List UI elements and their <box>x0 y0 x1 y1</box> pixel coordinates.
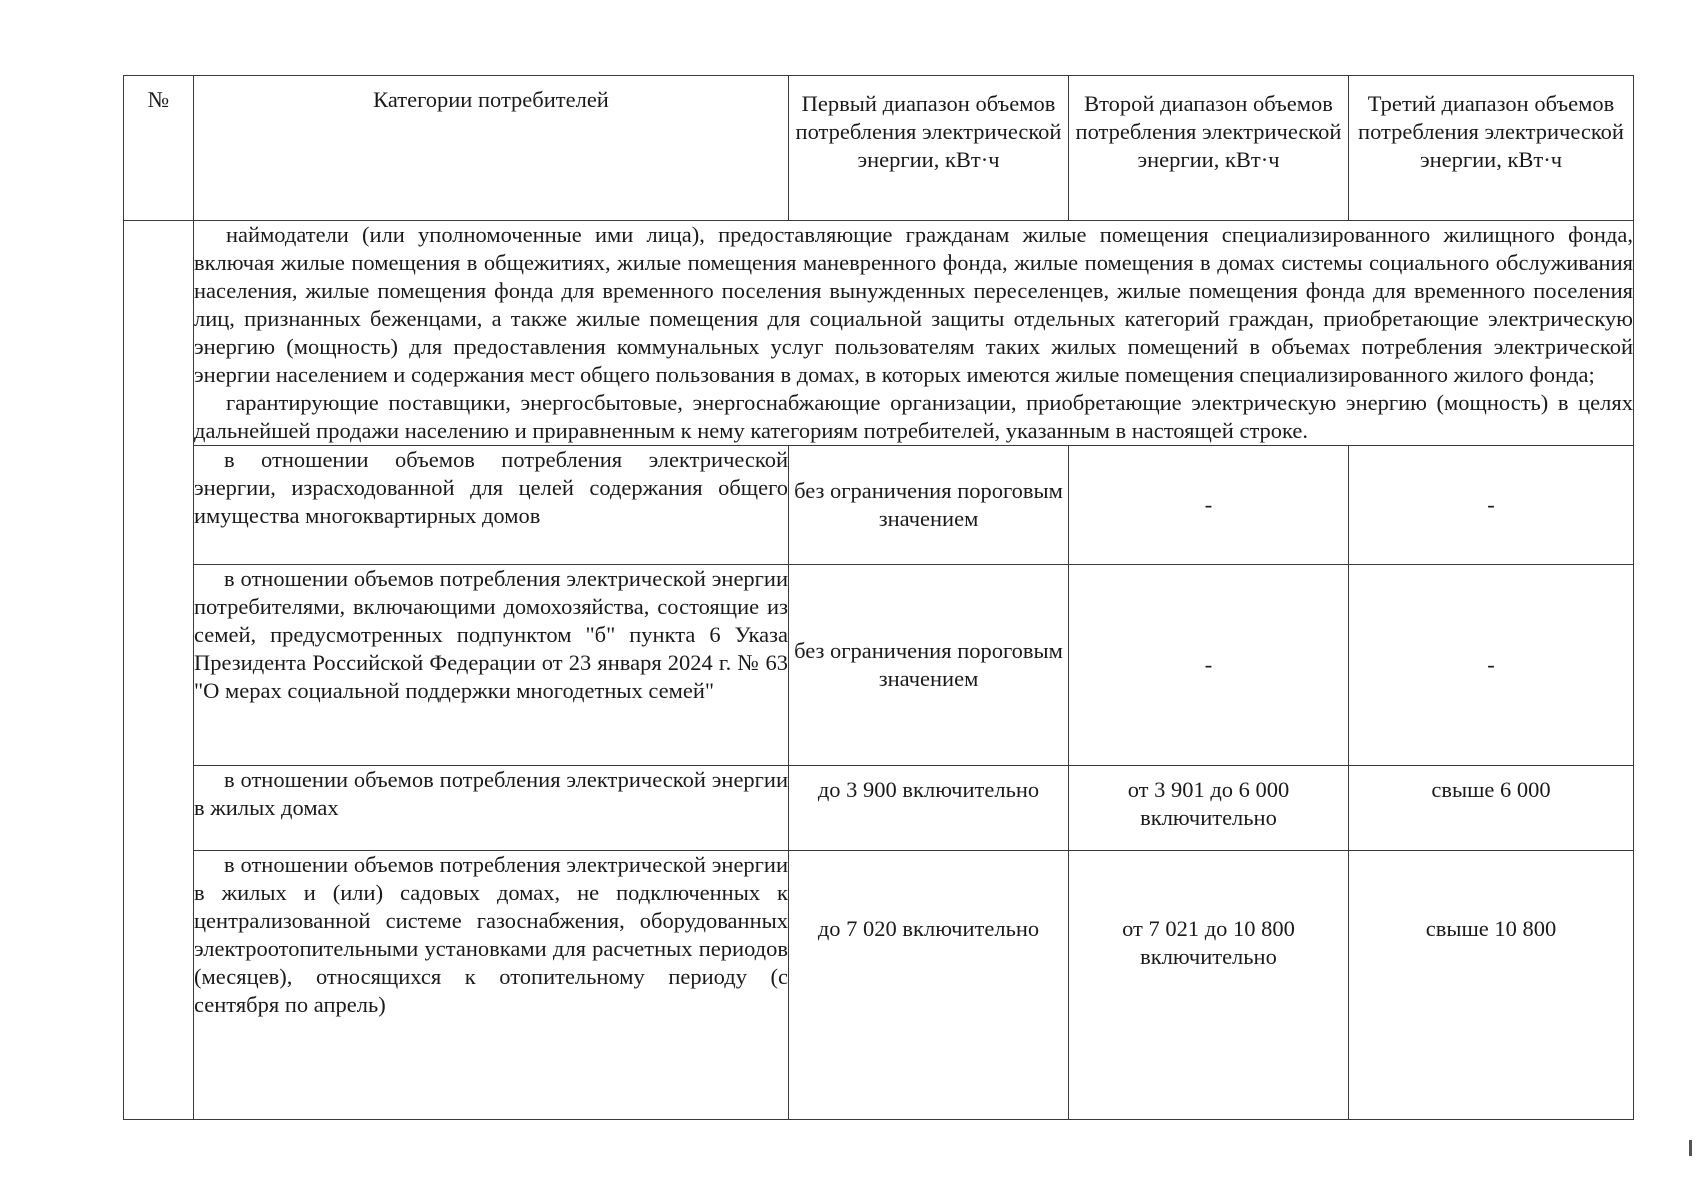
row-range-1-value: без ограничения пороговым значением <box>789 446 1069 565</box>
intro-cell <box>194 221 1634 446</box>
row-range-2-value: - <box>1069 446 1349 565</box>
row-category-text: в отношении объемов потребления электрической энергии потребителями, включающими домохозяйства, состоящие из семей, предусмотренных подпунктом "б" пункта 6 Указа Президента Российской Федерации от 23 января 2024 г. № 63 "О мерах социальной поддержки многодетных семей" <box>194 565 789 766</box>
row-category-text: в отношении объемов потребления электрической энергии в жилых и (или) садовых домах, не подключенных к централизованной системе газоснабжения, оборудованных электроотопительными установками для расчетных периодов (месяцев), относящихся к отопительному периоду (с сентября по апрель) <box>194 851 789 1120</box>
header-range-1: Первый диапазон объемов потребления электрической энергии, кВт·ч <box>789 76 1069 221</box>
header-range-2: Второй диапазон объемов потребления электрической энергии, кВт·ч <box>1069 76 1349 221</box>
table-row <box>124 851 1634 1120</box>
table-row <box>124 766 1634 851</box>
row-range-3-value: - <box>1349 446 1634 565</box>
row-range-1-value: до 3 900 включительно <box>789 766 1069 851</box>
tariff-ranges-table <box>123 75 1634 1120</box>
number-cell <box>124 221 194 1120</box>
row-range-3-value: свыше 6 000 <box>1349 766 1634 851</box>
table-row <box>124 446 1634 565</box>
header-range-3: Третий диапазон объемов потребления электрической энергии, кВт·ч <box>1349 76 1634 221</box>
row-range-2-value: от 7 021 до 10 800 включительно <box>1069 851 1349 1120</box>
row-range-3-value: свыше 10 800 <box>1349 851 1634 1120</box>
header-number: № <box>124 76 194 221</box>
row-range-3-value: - <box>1349 565 1634 766</box>
row-range-2-value: от 3 901 до 6 000 включительно <box>1069 766 1349 851</box>
scan-margin-mark <box>1689 1140 1692 1156</box>
row-range-1-value: до 7 020 включительно <box>789 851 1069 1120</box>
header-category: Категории потребителей <box>194 76 789 221</box>
row-range-2-value: - <box>1069 565 1349 766</box>
row-category-text: в отношении объемов потребления электрической энергии в жилых домах <box>194 766 789 851</box>
row-range-1-value: без ограничения пороговым значением <box>789 565 1069 766</box>
table-header-row <box>124 76 1634 221</box>
row-category-text: в отношении объемов потребления электрической энергии, израсходованной для целей содержания общего имущества многоквартирных домов <box>194 446 789 565</box>
intro-paragraph-2: гарантирующие поставщики, энергосбытовые, энергоснабжающие организации, приобретающие электрическую энергию (мощность) в целях дальнейшей продажи населению и приравненным к нему категориям потребителей, указанным в настоящей строке. <box>194 390 1633 443</box>
table-row <box>124 565 1634 766</box>
intro-paragraph-1: наймодатели (или уполномоченные ими лица), предоставляющие гражданам жилые помещения специализированного жилищного фонда, включая жилые помещения в общежитиях, жилые помещения маневренного фонда, жилые помещения в домах системы социального обслуживания населения, жилые помещения фонда для временного поселения вынужденных переселенцев, жилые помещения фонда для временного поселения лиц, признанных беженцами, а также жилые помещения для социальной защиты отдельных категорий граждан, приобретающие электрическую энергию (мощность) для предоставления коммунальных услуг пользователям таких жилых помещений в объемах потребления электрической энергии населением и содержания мест общего пользования в домах, в которых имеются жилые помещения специализированного жилого фонда; <box>194 222 1633 387</box>
intro-row <box>124 221 1634 446</box>
